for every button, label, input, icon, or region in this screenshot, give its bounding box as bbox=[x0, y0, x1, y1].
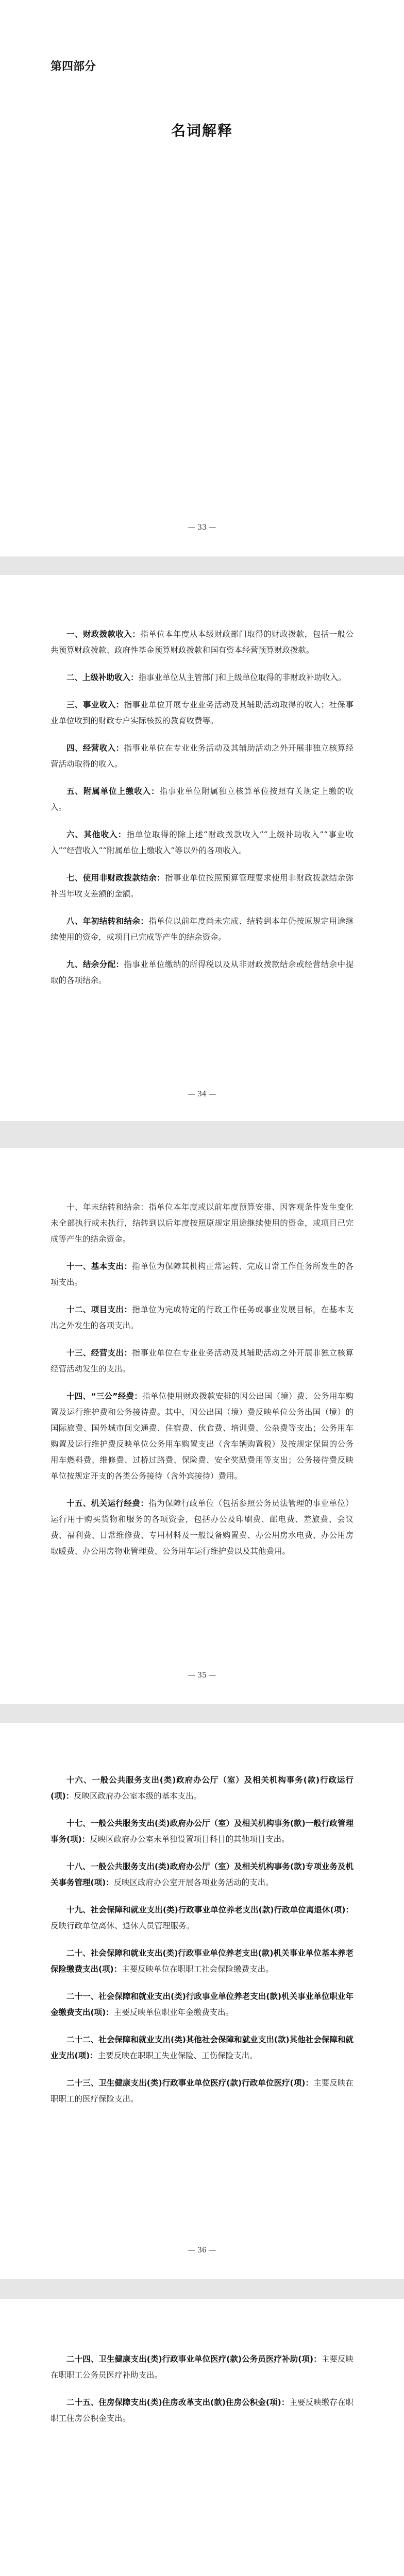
glossary-description: 主要反映在职职工公务员医疗补助支出。 bbox=[50, 2354, 354, 2380]
glossary-entry bbox=[50, 1199, 354, 1247]
glossary-description: 反映区政府办公室本级的基本支出。 bbox=[74, 1791, 202, 1801]
glossary-description: 主要反映单位在职职工社会保险缴费支出。 bbox=[122, 1964, 274, 1974]
glossary-list bbox=[50, 1772, 354, 2119]
glossary-entry bbox=[50, 2395, 354, 2427]
glossary-term: 十二、项目支出： bbox=[66, 1305, 132, 1314]
glossary-description: 指单位取得的除上述“财政拨款收入”“上级补助收入”“事业收入”“经营收入”“附属单位上缴收入”等以外的各项收入。 bbox=[50, 830, 354, 855]
glossary-entry bbox=[50, 870, 354, 902]
glossary-description: 十、年末结转和结余：指单位本年度或以前年度预算安排、因客观条件发生变化未全部执行或未执行，结转到以后年度按照原规定用途继续使用的资金，或项目已完成等产生的结余资金。 bbox=[50, 1202, 354, 1244]
document-page bbox=[0, 1723, 404, 2279]
glossary-entry bbox=[50, 827, 354, 859]
glossary-term: 六、其他收入： bbox=[66, 830, 127, 839]
glossary-description: 主要反映缴存在职职工住房公积金支出。 bbox=[50, 2398, 354, 2423]
glossary-term: 十七、一般公共服务支出(类)政府办公厅（室）及相关机构事务(款)一般行政管理事务(项)： bbox=[50, 1819, 354, 1844]
glossary-entry bbox=[50, 2032, 354, 2064]
glossary-description: 指单位本年度从本级财政部门取得的财政拨款，包括一般公共预算财政拨款、政府性基金预算财政拨款和国有资本经营预算财政拨款。 bbox=[50, 630, 354, 655]
glossary-term: 二十四、卫生健康支出(类)行政事业单位医疗(款)公务员医疗补助(项)： bbox=[66, 2354, 322, 2364]
glossary-entry bbox=[50, 1388, 354, 1484]
glossary-list bbox=[50, 2351, 354, 2438]
glossary-description: 指为保障行政单位（包括参照公务员法管理的事业单位）运行用于购买货物和服务的各项资金，包括办公及印刷费、邮电费、差旅费、会议费、福利费、日常维修费、专用材料及一般设备购置费、办公用房水电费、办公用房取暖费、办公用房物业管理费、公务用车运行维护费以及其他费用。 bbox=[50, 1499, 354, 1556]
page-number: — 36 — bbox=[188, 2246, 216, 2255]
document-page bbox=[0, 575, 404, 1121]
glossary-description: 指单位使用财政拨款安排的因公出国（境）费、公务用车购置及运行维护费和公务接待费。其中，因公出国（境）费反映单位公务出国（境）的国际旅费、国外城市间交通费、住宿费、伙食费、培训费、公杂费等支出；公务用车购置及运行维护费反映单位公务用车购置支出（含车辆购置税）及按规定保留的公务用车燃料费、维修费、过桥过路费、保险费、安全奖励费用等支出；公务接待费反映单位按规定开支的各类公务接待（含外宾接待）费用。 bbox=[50, 1392, 354, 1481]
glossary-term: 一、财政拨款收入： bbox=[66, 630, 141, 639]
glossary-description: 指事业单位开展专业业务活动及其辅助活动取得的收入；社保事业单位收到的财政专户实际核拨的教育收费等。 bbox=[50, 700, 354, 725]
glossary-entry bbox=[50, 784, 354, 816]
glossary-term: 二、上级补助收入： bbox=[66, 673, 139, 682]
glossary-entry bbox=[50, 957, 354, 989]
glossary-entry bbox=[50, 1496, 354, 1560]
glossary-entry bbox=[50, 913, 354, 945]
page-number: — 34 — bbox=[188, 1090, 216, 1098]
glossary-description: 主要反映在职职工的医疗保险支出。 bbox=[50, 2078, 354, 2104]
glossary-description: 指事业单位附属独立核算单位按照有关规定上缴的收入。 bbox=[50, 787, 354, 812]
glossary-term: 二十三、卫生健康支出(类)行政事业单位医疗(款)行政单位医疗(项)： bbox=[66, 2078, 314, 2088]
glossary-description: 指事业单位在专业业务活动及其辅助活动之外开展非独立核算经营活动发生的支出。 bbox=[50, 1348, 354, 1374]
page-number: — 35 — bbox=[188, 1671, 216, 1680]
glossary-entry bbox=[50, 1816, 354, 1848]
glossary-description: 指事业单位缴纳的所得税以及从非财政拨款结余或经营结余中提取的各项结余。 bbox=[50, 960, 354, 985]
page-number: — 33 — bbox=[188, 523, 216, 532]
document-page bbox=[0, 1148, 404, 1704]
glossary-description: 指事业单位从主管部门和上级单位取得的非财政补助收入。 bbox=[138, 673, 346, 682]
glossary-description: 反映区政府办公室开展各项业务活动的支出。 bbox=[113, 1878, 274, 1887]
glossary-entry bbox=[50, 626, 354, 658]
glossary-entry bbox=[50, 1302, 354, 1334]
glossary-entry bbox=[50, 2075, 354, 2107]
document-page bbox=[0, 2299, 404, 2576]
glossary-description: 反映区政府办公室未单独设置项目科目的其他项目支出。 bbox=[90, 1835, 290, 1844]
glossary-term: 十八、一般公共服务支出(类)政府办公厅（室）及相关机构事务(款)专项业务及机关事务管理(项)： bbox=[50, 1862, 354, 1887]
glossary-description: 指事业单位在专业业务活动及其辅助活动之外开展非独立核算经营活动取得的收入。 bbox=[50, 743, 354, 769]
glossary-entry bbox=[50, 1945, 354, 1977]
document-page bbox=[0, 0, 404, 556]
glossary-term: 十三、经营支出： bbox=[66, 1348, 132, 1358]
glossary-term: 八、年初结转和结余： bbox=[66, 917, 149, 926]
glossary-description: 反映行政单位离休、退休人员管理服务。 bbox=[50, 1921, 195, 1930]
glossary-term: 二十一、社会保障和就业支出(类)行政事业单位养老支出(款)机关事业单位职业年金缴费支出(项)： bbox=[50, 1992, 354, 2017]
page-title: 名词解释 bbox=[171, 122, 233, 139]
glossary-description: 主要反映在职职工失业保险、工伤保险支出。 bbox=[97, 2051, 258, 2060]
glossary-entry bbox=[50, 1345, 354, 1377]
glossary-entry bbox=[50, 2351, 354, 2383]
section-label: 第四部分 bbox=[50, 60, 96, 73]
glossary-entry bbox=[50, 740, 354, 772]
glossary-list bbox=[50, 1199, 354, 1571]
glossary-description: 指单位为保障其机构正常运转、完成日常工作任务所发生的各项支出。 bbox=[50, 1262, 354, 1287]
glossary-term: 五、附属单位上缴收入： bbox=[66, 787, 160, 796]
glossary-term: 十九、社会保障和就业支出(类)行政事业单位养老支出(款)行政单位离退休(项)： bbox=[66, 1905, 354, 1914]
glossary-entry bbox=[50, 697, 354, 729]
glossary-description: 指单位以前年度尚未完成、结转到本年仍按原规定用途继续使用的资金，或项目已完成等产生的结余资金。 bbox=[50, 917, 354, 942]
glossary-term: 四、经营收入： bbox=[66, 743, 124, 753]
glossary-entry bbox=[50, 1859, 354, 1891]
glossary-entry bbox=[50, 1259, 354, 1291]
glossary-entry bbox=[50, 670, 354, 686]
glossary-term: 十六、一般公共服务支出(类)政府办公厅（室）及相关机构事务(款)行政运行(项)： bbox=[50, 1775, 354, 1801]
glossary-description: 指单位为完成特定的行政工作任务或事业发展目标，在基本支出之外发生的各项支出。 bbox=[50, 1305, 354, 1330]
glossary-entry bbox=[50, 1772, 354, 1804]
glossary-term: 九、结余分配： bbox=[66, 960, 124, 969]
glossary-description: 指事业单位按照预算管理要求使用非财政拨款结余弥补当年收支差额的金额。 bbox=[50, 873, 354, 899]
glossary-term: 七、使用非财政拨款结余： bbox=[66, 873, 165, 883]
glossary-entry bbox=[50, 1989, 354, 2021]
glossary-term: 二十、社会保障和就业支出(类)行政事业单位养老支出(款)机关事业单位基本养老保险缴费支出(项)： bbox=[50, 1948, 354, 1974]
glossary-term: 二十五、住房保障支出(类)住房改革支出(款)住房公积金(项)： bbox=[66, 2398, 290, 2407]
glossary-term: 二十二、社会保障和就业支出(类)其他社会保障和就业支出(款)其他社会保障和就业支出(项)： bbox=[50, 2035, 354, 2060]
glossary-list bbox=[50, 626, 354, 1000]
glossary-entry bbox=[50, 1902, 354, 1934]
glossary-description: 主要反映单位职业年金缴费支出。 bbox=[113, 2008, 234, 2017]
glossary-term: 十五、机关运行经费： bbox=[66, 1499, 149, 1508]
glossary-term: 十一、基本支出： bbox=[66, 1262, 132, 1271]
glossary-term: 十四、“三公”经费： bbox=[66, 1392, 143, 1401]
glossary-term: 三、事业收入： bbox=[66, 700, 124, 709]
